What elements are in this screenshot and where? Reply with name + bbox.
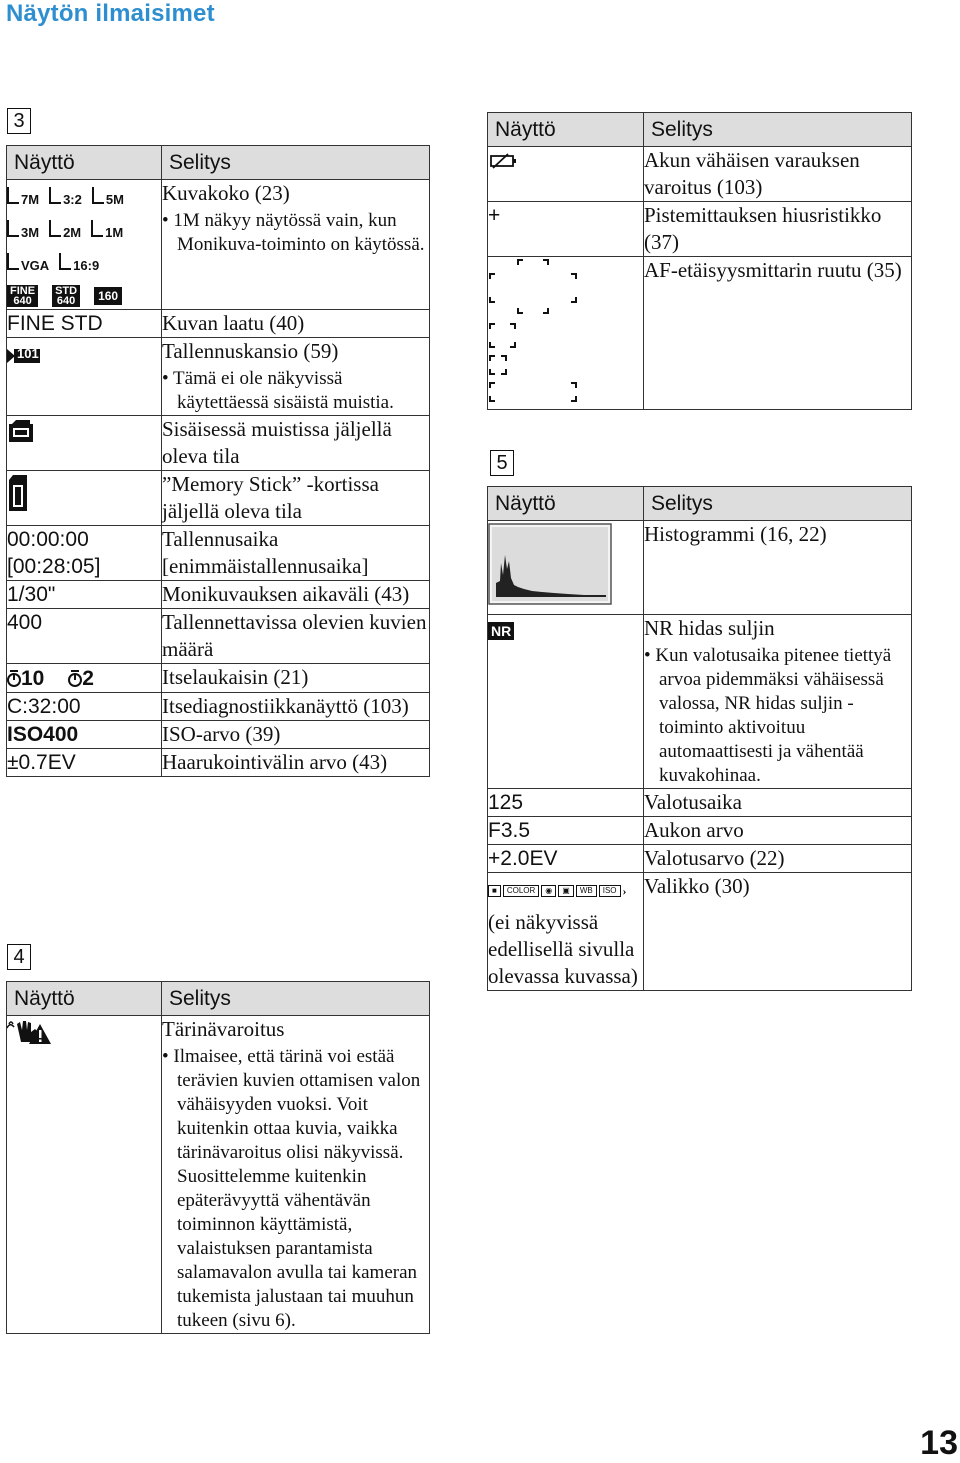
row-title: NR hidas suljin [644,616,775,640]
aperture-value: F3.5 [488,817,644,845]
row-desc: AF-etäisyysmittarin ruutu (35) [644,257,912,410]
section-number-5: 5 [490,450,514,476]
row-desc: Kuvan laatu (40) [162,310,430,338]
table-row [488,615,912,789]
row-desc [162,180,430,310]
battery-icon-cell [488,147,644,202]
chevron-right-icon: › [622,883,627,898]
menu-note: (ei näkyvissä edellisellä sivulla olevassa kuvassa) [488,909,638,988]
table-row [7,1016,430,1334]
table-row [488,257,912,410]
internal-memory-icon [7,420,35,449]
table-row [7,180,430,310]
table-section-5 [487,486,912,991]
table-row [488,845,912,873]
row-desc: Valotusarvo (22) [644,845,912,873]
table-row [7,720,430,748]
vibration-icon-cell [7,1016,162,1334]
table-row [7,338,430,416]
table-row [7,471,430,526]
std-640-icon: STD 640 [52,285,80,307]
table-row [7,748,430,776]
image-size-16-9-icon: 16:9 [59,253,99,273]
table-row [7,581,430,609]
table-row [7,526,430,581]
row-desc: Histogrammi (16, 22) [644,521,912,615]
image-size-1m-icon: 1M [91,220,123,240]
table-row [488,873,912,991]
iso-value: ISO400 [7,720,162,748]
row-note: • Kun valotusaika pitenee tiettyä arvoa pidemmäksi vähäisessä valossa, NR hidas suljin -toiminto aktivoituu automaattisesti ja vähentää kuvakohinaa. [644,645,892,786]
table-row [488,789,912,817]
table-row [7,310,430,338]
table-row [7,416,430,471]
table-row [488,817,912,845]
row-title: Tärinävaroitus [162,1017,285,1041]
spot-meter-crosshair-icon: + [488,202,644,257]
table-row [488,202,912,257]
memory-stick-icon [7,475,29,518]
eye-icon: ◉ [541,885,556,897]
table-header-row [488,113,912,147]
row-desc [162,338,430,416]
image-size-icons [7,180,162,310]
camera-icon: ■ [488,885,501,897]
shutter-speed-value: 125 [488,789,644,817]
internal-memory-icon-cell [7,416,162,471]
nr-slow-shutter-icon: NR [488,622,514,640]
row-desc [644,615,912,789]
nr-icon-cell [488,615,644,789]
exposure-value: +2.0EV [488,845,644,873]
table-row [7,664,430,693]
af-frame-icons [488,257,644,410]
table-header-row [7,146,430,180]
row-desc: Pistemittauksen hiusristikko (37) [644,202,912,257]
table-header-row [488,487,912,521]
row-desc: Akun vähäisen varauksen varoitus (103) [644,147,912,202]
col-display-header: Näyttö [488,487,644,521]
menu-icon-cell [488,873,644,991]
self-timer-2-icon: 2 [68,665,94,692]
recording-folder-icon: 101 [7,345,41,363]
size-160-icon: 160 [94,287,122,305]
self-diagnosis-value: C:32:00 [7,692,162,720]
histogram-icon [488,523,612,605]
self-timer-10-icon: 10 [7,665,44,692]
image-size-3-2-icon: 3:2 [49,187,82,207]
interval-value: 1/30" [7,581,162,609]
color-menu-icon: COLOR [503,885,539,897]
col-display-header: Näyttö [488,113,644,147]
table-right-top [487,112,912,410]
vibration-warning-icon [7,1018,51,1053]
table-row [7,692,430,720]
table-row [7,609,430,664]
memory-stick-icon-cell [7,471,162,526]
table-section-4 [6,981,430,1334]
section-number-3: 3 [7,108,31,134]
row-note: • 1M näkyy näytössä vain, kun Monikuva-toiminto on käytössä. [162,210,425,255]
row-desc [162,1016,430,1334]
histogram-cell [488,521,644,615]
page-number: 13 [920,1424,958,1462]
af-range-finder-frame-icon [488,257,588,402]
row-desc: Valikko (30) [644,873,912,991]
metering-icon: ▣ [558,885,574,897]
row-desc: Sisäisessä muistissa jäljellä oleva tila [162,416,430,471]
image-size-5m-icon: 5M [92,187,124,207]
col-desc-header: Selitys [644,487,912,521]
col-desc-header: Selitys [162,146,430,180]
fine-640-icon: FINE 640 [7,285,38,307]
row-title: Kuvakoko (23) [162,181,290,205]
wb-menu-icon: WB [576,885,597,897]
row-desc: ”Memory Stick” -kortissa jäljellä oleva tila [162,471,430,526]
menu-bar-icon [488,878,627,905]
self-timer-icons [7,664,162,693]
row-desc: Haarukointivälin arvo (43) [162,748,430,776]
col-desc-header: Selitys [162,982,430,1016]
image-size-3m-icon: 3M [7,220,39,240]
image-size-vga-icon: VGA [7,253,49,273]
table-row [488,147,912,202]
remaining-count-value: 400 [7,609,162,664]
image-size-7m-icon: 7M [7,187,39,207]
row-desc: ISO-arvo (39) [162,720,430,748]
quality-indicator: FINE STD [7,310,162,338]
low-battery-icon [488,149,518,176]
row-desc: Itselaukaisin (21) [162,664,430,693]
table-section-3 [6,145,430,777]
row-note: • Tämä ei ole näkyvissä käytettäessä sisäistä muistia. [162,368,394,413]
recording-time-value: 00:00:00 [00:28:05] [7,526,162,581]
col-display-header: Näyttö [7,982,162,1016]
row-desc: Tallennettavissa olevien kuvien määrä [162,609,430,664]
page-header: Näytön ilmaisimet [6,0,215,27]
row-note: • Ilmaisee, että tärinä voi estää terävien kuvien ottamisen valon vähäisyyden vuoksi. Voit kuitenkin ottaa kuvia, vaikka tärinävaroitus olisi näkyvissä. Suosittelemme kuitenkin epäterävyyttä vähentävän toiminnon käyttämistä, valaistuksen parantamista salamavalon avulla tai kameran tukemista jalustaan tai muuhun tukeen (sivu 6). [162,1046,421,1331]
col-desc-header: Selitys [644,113,912,147]
col-display-header: Näyttö [7,146,162,180]
row-desc: Aukon arvo [644,817,912,845]
table-row [488,521,912,615]
table-header-row [7,982,430,1016]
row-desc: Itsediagnostiikkanäyttö (103) [162,692,430,720]
section-number-4: 4 [7,944,31,970]
row-title: Tallennuskansio (59) [162,339,339,363]
bracket-value: ±0.7EV [7,748,162,776]
row-desc: Tallennusaika [enimmäistallennusaika] [162,526,430,581]
folder-icon-cell [7,338,162,416]
row-desc: Monikuvauksen aikaväli (43) [162,581,430,609]
image-size-2m-icon: 2M [49,220,81,240]
iso-menu-icon: ISO [599,885,621,897]
row-desc: Valotusaika [644,789,912,817]
